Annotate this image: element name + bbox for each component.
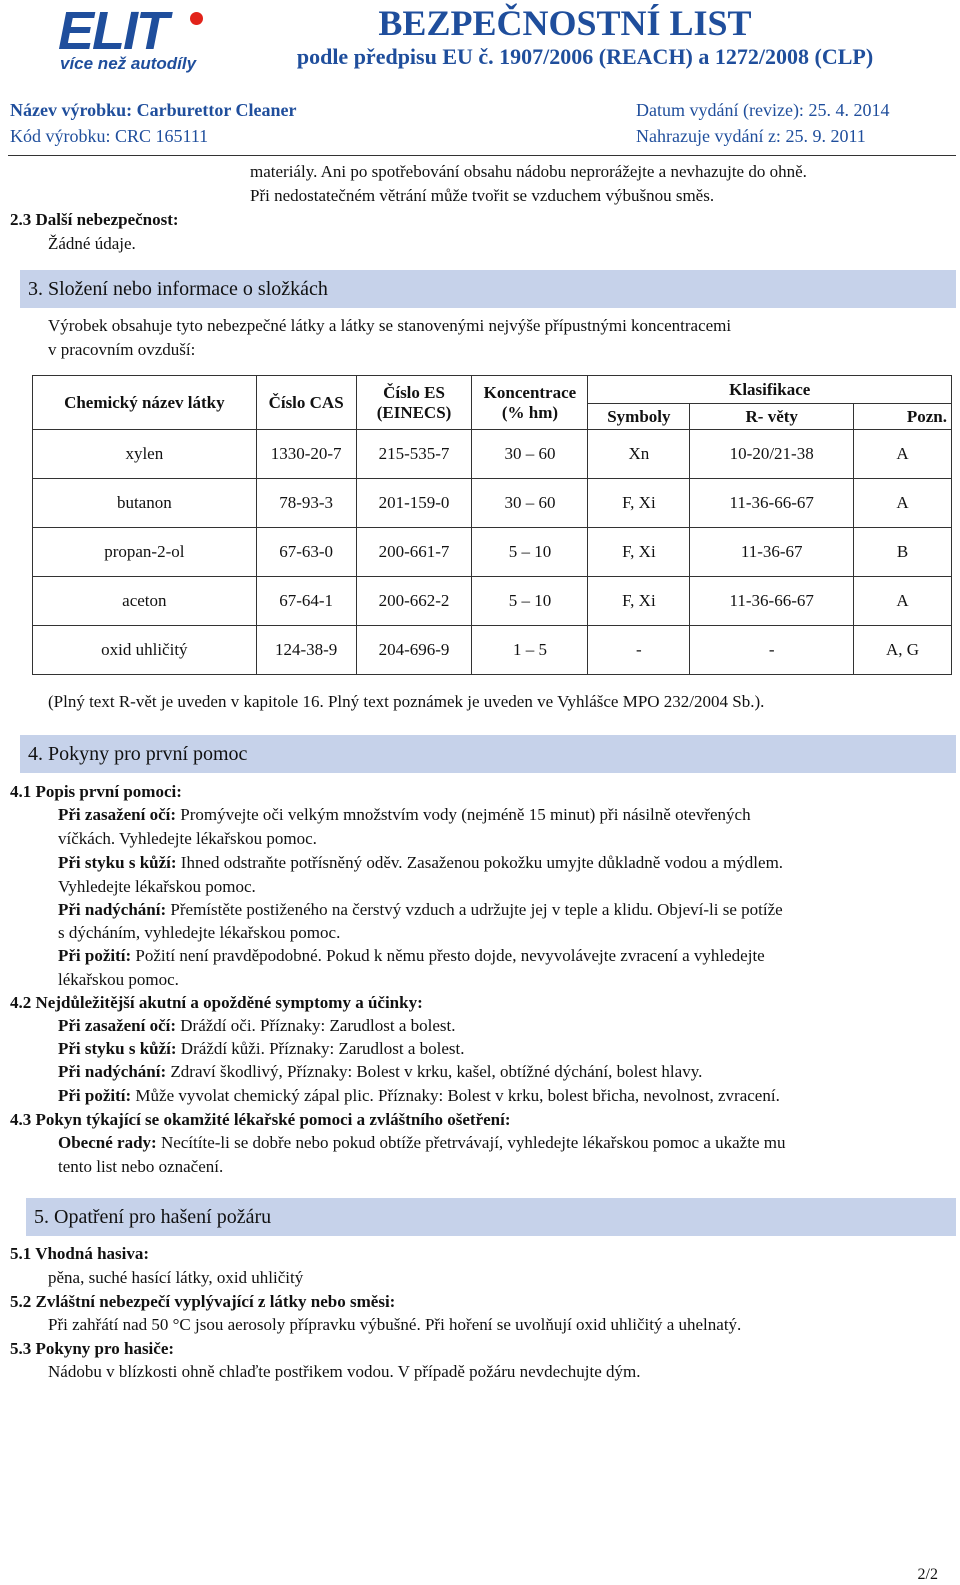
cell-cas: 1330-20-7 [256,430,356,479]
table-row [33,479,952,528]
issue-date-line [636,100,889,121]
section-4-1-number: 4.1 [10,782,32,801]
table-row [33,577,952,626]
section-3-footnote: (Plný text R-vět je uveden v kapitole 16. Plný text poznámek je uveden ve Vyhlášce MPO 232/2004 Sb.). [48,692,765,711]
section-3-intro-1: Výrobek obsahuje tyto nebezpečné látky a látky se stanovenými nejvýše přípustnými koncentracemi [48,316,732,335]
cell-r-phrases: - [690,626,854,675]
product-name: Carburettor Cleaner [136,100,297,120]
general-advice-text: Necítíte-li se dobře nebo pokud obtíže přetrvávají, vyhledejte lékařskou pomoc a ukažte mu [156,1133,786,1152]
section-4-2-title: Nejdůležitější akutní a opožděné symptomy a účinky: [35,993,423,1012]
section-4-3-number: 4.3 [10,1110,32,1129]
first-aid-ingestion-cont: lékařskou pomoc. [58,970,179,989]
table-row [33,528,952,577]
cell-cas: 67-63-0 [256,528,356,577]
cell-concentration: 30 – 60 [472,479,588,528]
section-5-3-text: Nádobu v blízkosti ohně chlaďte postřikem vodou. V případě požáru nevdechujte dým. [48,1362,641,1381]
issue-date: 25. 4. 2014 [808,100,890,120]
symptom-skin-label: Při styku s kůží: [58,1039,177,1058]
cell-note: A [854,430,952,479]
replaces-label: Nahrazuje vydání z: [636,126,781,146]
cell-symbols: F, Xi [588,528,690,577]
section-4-3-title: Pokyn týkající se okamžité lékařské pomoci a zvláštního ošetření: [35,1110,511,1129]
symptom-eyes [58,1016,456,1036]
general-advice-cont: tento list nebo označení. [58,1157,224,1176]
first-aid-eyes-label: Při zasažení očí: [58,805,177,824]
col-header-klasifikace: Klasifikace [588,376,952,404]
section-5-2-heading [10,1292,395,1312]
col-header-es [356,376,472,430]
section-4-2-heading [10,993,423,1013]
symptom-inhalation [58,1062,702,1082]
section-5-1-number: 5.1 [10,1244,32,1263]
composition-table [32,375,952,675]
continuation-line-1: materiály. Ani po spotřebování obsahu nádobu neprorážejte a nevhazujte do ohně. [250,162,807,181]
section-2-3-text: Žádné údaje. [48,234,136,253]
document-title: BEZPEČNOSTNÍ LIST [378,3,752,43]
cell-symbols: F, Xi [588,577,690,626]
cell-symbols: F, Xi [588,479,690,528]
section-4-title: 4. Pokyny pro první pomoc [28,743,248,765]
section-5-2-text: Při zahřátí nad 50 °C jsou aerosoly přípravku výbušné. Při hoření se uvolňují oxid uhličitý a uhelnatý. [48,1315,742,1334]
cell-es: 201-159-0 [356,479,472,528]
product-code-label: Kód výrobku: [10,126,111,146]
col-header-es-line2: (EINECS) [376,402,452,422]
symptom-ingestion [58,1086,780,1106]
cell-cas: 78-93-3 [256,479,356,528]
cell-symbols: - [588,626,690,675]
section-4-bar [20,735,956,773]
section-5-1-title: Vhodná hasiva: [35,1244,150,1263]
first-aid-ingestion-label: Při požití: [58,946,132,965]
general-advice [58,1133,785,1153]
symptom-eyes-label: Při zasažení očí: [58,1016,177,1035]
cell-note: A [854,577,952,626]
symptom-ingestion-text: Může vyvolat chemický zápal plic. Příznaky: Bolest v krku, bolest břicha, nevolnost, zvracení. [131,1086,780,1105]
first-aid-inhalation-text: Přemístěte postiženého na čerstvý vzduch a udržujte jej v teple a klidu. Objeví-li se potíže [166,900,783,919]
section-5-bar [26,1198,956,1236]
first-aid-skin-label: Při styku s kůží: [58,853,177,872]
first-aid-skin-cont: Vyhledejte lékařskou pomoc. [58,877,256,896]
section-5-3-number: 5.3 [10,1339,32,1358]
section-5-1-heading [10,1244,149,1264]
table-row [33,430,952,479]
cell-note: A [854,479,952,528]
section-4-1-heading [10,782,182,802]
cell-name: propan-2-ol [33,528,257,577]
first-aid-ingestion-text: Požití není pravděpodobné. Pokud k němu přesto dojde, nevyvolávejte zvracení a vyhledejte [131,946,765,965]
issue-date-label: Datum vydání (revize): [636,100,804,120]
first-aid-ingestion [58,946,765,966]
section-4-1-title: Popis první pomoci: [35,782,182,801]
col-header-es-line1: Číslo ES [383,382,445,402]
cell-es: 215-535-7 [356,430,472,479]
cell-name: aceton [33,577,257,626]
logo-text: ELIT [58,1,167,61]
section-3-bar [20,270,956,308]
product-name-line [10,100,296,121]
section-5-3-title: Pokyny pro hasiče: [35,1339,175,1358]
cell-name: oxid uhličitý [33,626,257,675]
col-header-conc-line2: (% hm) [501,402,559,422]
cell-r-phrases: 11-36-66-67 [690,479,854,528]
first-aid-eyes-text: Promývejte oči velkým množstvím vody (nejméně 15 minut) při násilně otevřených [176,805,751,824]
continuation-line-2: Při nedostatečném větrání může tvořit se vzduchem výbušnou směs. [250,186,715,205]
section-3-title: 3. Složení nebo informace o složkách [28,278,328,300]
table-header-row-1 [33,376,952,404]
first-aid-inhalation-label: Při nadýchání: [58,900,167,919]
section-3-intro-2: v pracovním ovzduší: [48,340,196,359]
product-code-line [10,126,208,147]
cell-es: 200-662-2 [356,577,472,626]
cell-note: B [854,528,952,577]
product-code: CRC 165111 [115,126,209,146]
section-5-title: 5. Opatření pro hašení požáru [34,1206,272,1228]
page-number: 2/2 [917,1566,938,1583]
cell-r-phrases: 10-20/21-38 [690,430,854,479]
section-5-2-number: 5.2 [10,1292,32,1311]
general-advice-label: Obecné rady: [58,1133,157,1152]
symptom-inhalation-label: Při nadýchání: [58,1062,167,1081]
cell-cas: 67-64-1 [256,577,356,626]
symptom-inhalation-text: Zdraví škodlivý, Příznaky: Bolest v krku, kašel, obtížné dýchání, bolest hlavy. [166,1062,703,1081]
cell-concentration: 5 – 10 [472,577,588,626]
cell-symbols: Xn [588,430,690,479]
symptom-skin-text: Dráždí kůži. Příznaky: Zarudlost a bolest. [176,1039,465,1058]
first-aid-inhalation-cont: s dýcháním, vyhledejte lékařskou pomoc. [58,923,341,942]
section-4-3-heading [10,1110,511,1130]
first-aid-eyes [58,805,751,825]
first-aid-eyes-cont: víčkách. Vyhledejte lékařskou pomoc. [58,829,317,848]
cell-es: 200-661-7 [356,528,472,577]
section-5-1-text: pěna, suché hasící látky, oxid uhličitý [48,1268,304,1287]
section-2-3-heading [10,210,179,230]
document-subtitle: podle předpisu EU č. 1907/2006 (REACH) a 1272/2008 (CLP) [296,44,874,69]
first-aid-skin-text: Ihned odstraňte potřísněný oděv. Zasaženou pokožku umyjte důkladně vodou a mýdlem. [176,853,784,872]
col-header-r-phrases: R- věty [690,404,854,430]
cell-concentration: 30 – 60 [472,430,588,479]
cell-concentration: 1 – 5 [472,626,588,675]
cell-name: butanon [33,479,257,528]
cell-es: 204-696-9 [356,626,472,675]
col-header-concentration [472,376,588,430]
logo-slogan: více než autodíly [60,54,197,73]
header-divider [8,155,956,156]
section-2-3-title: Další nebezpečnost: [35,210,179,229]
replaces-date: 25. 9. 2011 [785,126,866,146]
symptom-skin [58,1039,465,1059]
col-header-name: Chemický název látky [33,376,257,430]
col-header-conc-line1: Koncentrace [483,382,577,402]
cell-r-phrases: 11-36-66-67 [690,577,854,626]
first-aid-skin [58,853,783,873]
cell-cas: 124-38-9 [256,626,356,675]
col-header-symbols: Symboly [588,404,690,430]
symptom-ingestion-label: Při požití: [58,1086,132,1105]
table-row [33,626,952,675]
cell-concentration: 5 – 10 [472,528,588,577]
elit-logo [58,1,238,74]
section-5-2-title: Zvláštní nebezpečí vyplývající z látky nebo směsi: [35,1292,396,1311]
product-name-label: Název výrobku: [10,100,133,120]
cell-note: A, G [854,626,952,675]
col-header-cas: Číslo CAS [256,376,356,430]
first-aid-inhalation [58,900,783,920]
col-header-notes: Pozn. [854,404,952,430]
section-5-3-heading [10,1339,174,1359]
cell-r-phrases: 11-36-67 [690,528,854,577]
replaces-date-line [636,126,866,147]
section-2-3-number: 2.3 [10,210,32,229]
logo-dot [190,12,203,25]
section-4-2-number: 4.2 [10,993,32,1012]
cell-name: xylen [33,430,257,479]
symptom-eyes-text: Dráždí oči. Příznaky: Zarudlost a bolest. [176,1016,456,1035]
